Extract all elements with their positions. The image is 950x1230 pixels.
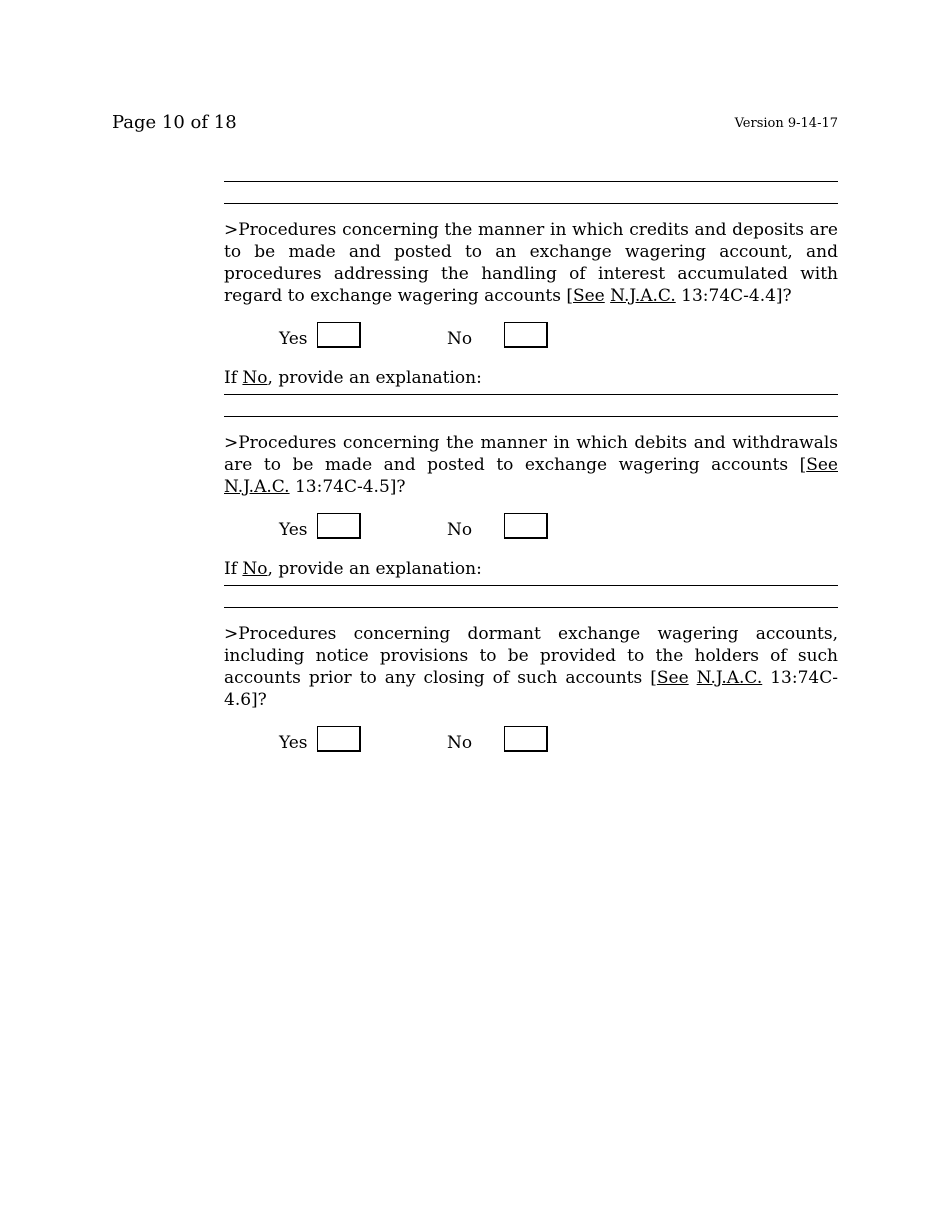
explanation-line[interactable]: [224, 586, 838, 608]
question-debits-withdrawals: >Procedures concerning the manner in which debits and withdrawals are to be made and posted to exchange wagering accounts [See N.J.A.C. 13:74C-4.5]?: [224, 433, 838, 497]
yes-no-row: [224, 513, 838, 543]
yes-no-row: [224, 726, 838, 756]
no-label: No: [447, 329, 473, 349]
no-label: No: [447, 520, 473, 540]
no-label: No: [447, 733, 473, 753]
yes-checkbox[interactable]: [317, 513, 361, 539]
yes-label: Yes: [279, 329, 308, 349]
form-content: [224, 160, 838, 756]
no-checkbox[interactable]: [504, 322, 548, 348]
explanation-prompt: If No, provide an explanation:: [224, 368, 482, 388]
question-credits-deposits: >Procedures concerning the manner in which credits and deposits are to be made and posted to an exchange wagering account, and procedures addressing the handling of interest accumulated with regard to exchange wagering accounts [See N.J.A.C. 13:74C-4.4]?: [224, 220, 838, 306]
yes-checkbox[interactable]: [317, 322, 361, 348]
explanation-line[interactable]: [224, 182, 838, 204]
no-checkbox[interactable]: [504, 513, 548, 539]
yes-checkbox[interactable]: [317, 726, 361, 752]
page-number: Page 10 of 18: [112, 112, 237, 133]
explanation-line[interactable]: [224, 395, 838, 417]
explanation-line[interactable]: [224, 160, 838, 182]
yes-no-row: [224, 322, 838, 352]
yes-label: Yes: [279, 520, 308, 540]
explanation-prompt: If No, provide an explanation:: [224, 559, 482, 579]
yes-label: Yes: [279, 733, 308, 753]
no-checkbox[interactable]: [504, 726, 548, 752]
version-label: Version 9-14-17: [734, 116, 838, 131]
question-dormant-accounts: >Procedures concerning dormant exchange wagering accounts, including notice provisions to be provided to the holders of such accounts prior to any closing of such accounts [See N.J.A.C. 13:74C-4.6]?: [224, 624, 838, 710]
